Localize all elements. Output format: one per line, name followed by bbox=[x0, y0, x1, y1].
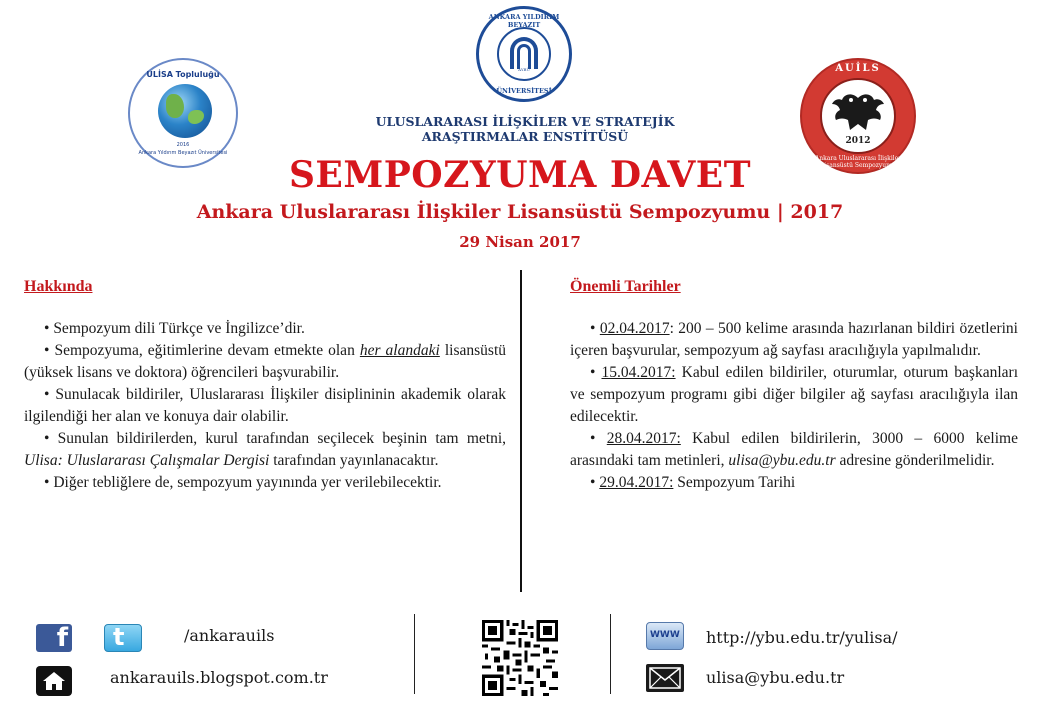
social-handle[interactable]: /ankarauils bbox=[184, 626, 275, 645]
about-item-topics: • Sunulacak bildiriler, Uluslararası İlişkiler disiplininin akademik olarak ilgilendiği her alan ve konuya dair olabilir. bbox=[24, 386, 506, 425]
institute-name-line1: ULUSLARARASI İLİŞKİLER VE STRATEJİK bbox=[375, 114, 675, 129]
ulisa-logo-subtext: Ankara Yıldırım Beyazıt Üniversitesi bbox=[138, 150, 228, 156]
auils-logo-bottom-text: Ankara Uluslararası İlişkiler Lisansüstü Sempozyumu bbox=[814, 155, 902, 169]
university-logo-top-text: ANKARA YILDIRIM BEYAZIT bbox=[488, 13, 560, 29]
email-link[interactable]: ulisa@ybu.edu.tr bbox=[706, 668, 845, 687]
about-heading: Hakkında bbox=[24, 278, 93, 295]
ulisa-logo bbox=[128, 58, 238, 168]
important-dates-section bbox=[570, 276, 1018, 494]
twitter-icon[interactable]: t bbox=[104, 624, 142, 652]
about-item-publication: • Sunulan bildirilerden, kurul tarafından seçilecek beşinin tam metni, Ulisa: Uluslararası Çalışmalar Dergisi tarafından yayınlanacaktır. bbox=[24, 430, 506, 469]
facebook-icon[interactable]: f bbox=[36, 624, 72, 652]
symposium-name: Ankara Uluslararası İlişkiler Lisansüstü Sempozyumu | 2017 bbox=[196, 201, 844, 223]
ulisa-logo-text: ULİSA Topluluğu bbox=[146, 70, 220, 79]
symposium-date: 29 Nisan 2017 bbox=[459, 233, 581, 251]
about-item-other-papers: • Diğer tebliğlere de, sempozyum yayınında yer verilebilecektir. bbox=[44, 474, 442, 491]
date-item-abstract: • 02.04.2017: 200 – 500 kelime arasında hazırlanan bildiri özetlerini içeren başvurular, sempozyum ağ sayfası aracılığıyla yapılmalıdır. bbox=[570, 320, 1018, 359]
footer-divider-right bbox=[610, 614, 611, 694]
mail-icon[interactable] bbox=[646, 664, 684, 692]
about-section bbox=[24, 276, 506, 494]
double-headed-eagle-icon bbox=[830, 90, 886, 134]
qr-code-icon[interactable] bbox=[482, 620, 558, 696]
auils-logo-year: 2012 bbox=[845, 136, 871, 146]
about-item-eligibility: • Sempozyuma, eğitimlerine devam etmekte olan her alandaki lisansüstü (yüksek lisans ve doktora) öğrencileri başvurabilir. bbox=[24, 342, 506, 381]
globe-icon bbox=[158, 84, 212, 138]
arch-icon bbox=[497, 27, 551, 81]
important-dates-heading: Önemli Tarihler bbox=[570, 278, 681, 295]
column-divider bbox=[520, 270, 522, 592]
web-icon[interactable]: WWW bbox=[646, 622, 684, 650]
footer-divider-left bbox=[414, 614, 415, 694]
auils-logo-top-text: AUİLS bbox=[835, 63, 881, 74]
page-title: SEMPOZYUMA DAVET bbox=[288, 154, 752, 196]
about-item-language: • Sempozyum dili Türkçe ve İngilizce’dir. bbox=[44, 320, 305, 337]
date-item-full-paper: • 28.04.2017: Kabul edilen bildirilerin, 3000 – 6000 kelime arasındaki tam metinleri, ulisa@ybu.edu.tr adresine gönderilmelidir. bbox=[570, 430, 1018, 469]
institute-name bbox=[330, 114, 720, 144]
blog-link[interactable]: ankarauils.blogspot.com.tr bbox=[110, 668, 328, 687]
website-link[interactable]: http://ybu.edu.tr/yulisa/ bbox=[706, 628, 898, 647]
university-logo-bottom-text: ÜNİVERSİTESİ bbox=[496, 87, 552, 95]
university-logo bbox=[476, 6, 572, 102]
institute-name-line2: ARAŞTIRMALAR ENSTİTÜSÜ bbox=[421, 129, 629, 144]
date-item-symposium: • 29.04.2017: Sempozyum Tarihi bbox=[590, 474, 796, 491]
date-item-announcement: • 15.04.2017: Kabul edilen bildiriler, oturumlar, oturum başkanları ve sempozyum programı gibi diğer bilgiler ağ sayfası aracılığıyla ilan edilecektir. bbox=[570, 364, 1018, 425]
ulisa-logo-year: 2016 bbox=[176, 142, 190, 148]
home-icon[interactable] bbox=[36, 666, 72, 696]
university-logo-mark: AYBÜ bbox=[518, 67, 530, 72]
